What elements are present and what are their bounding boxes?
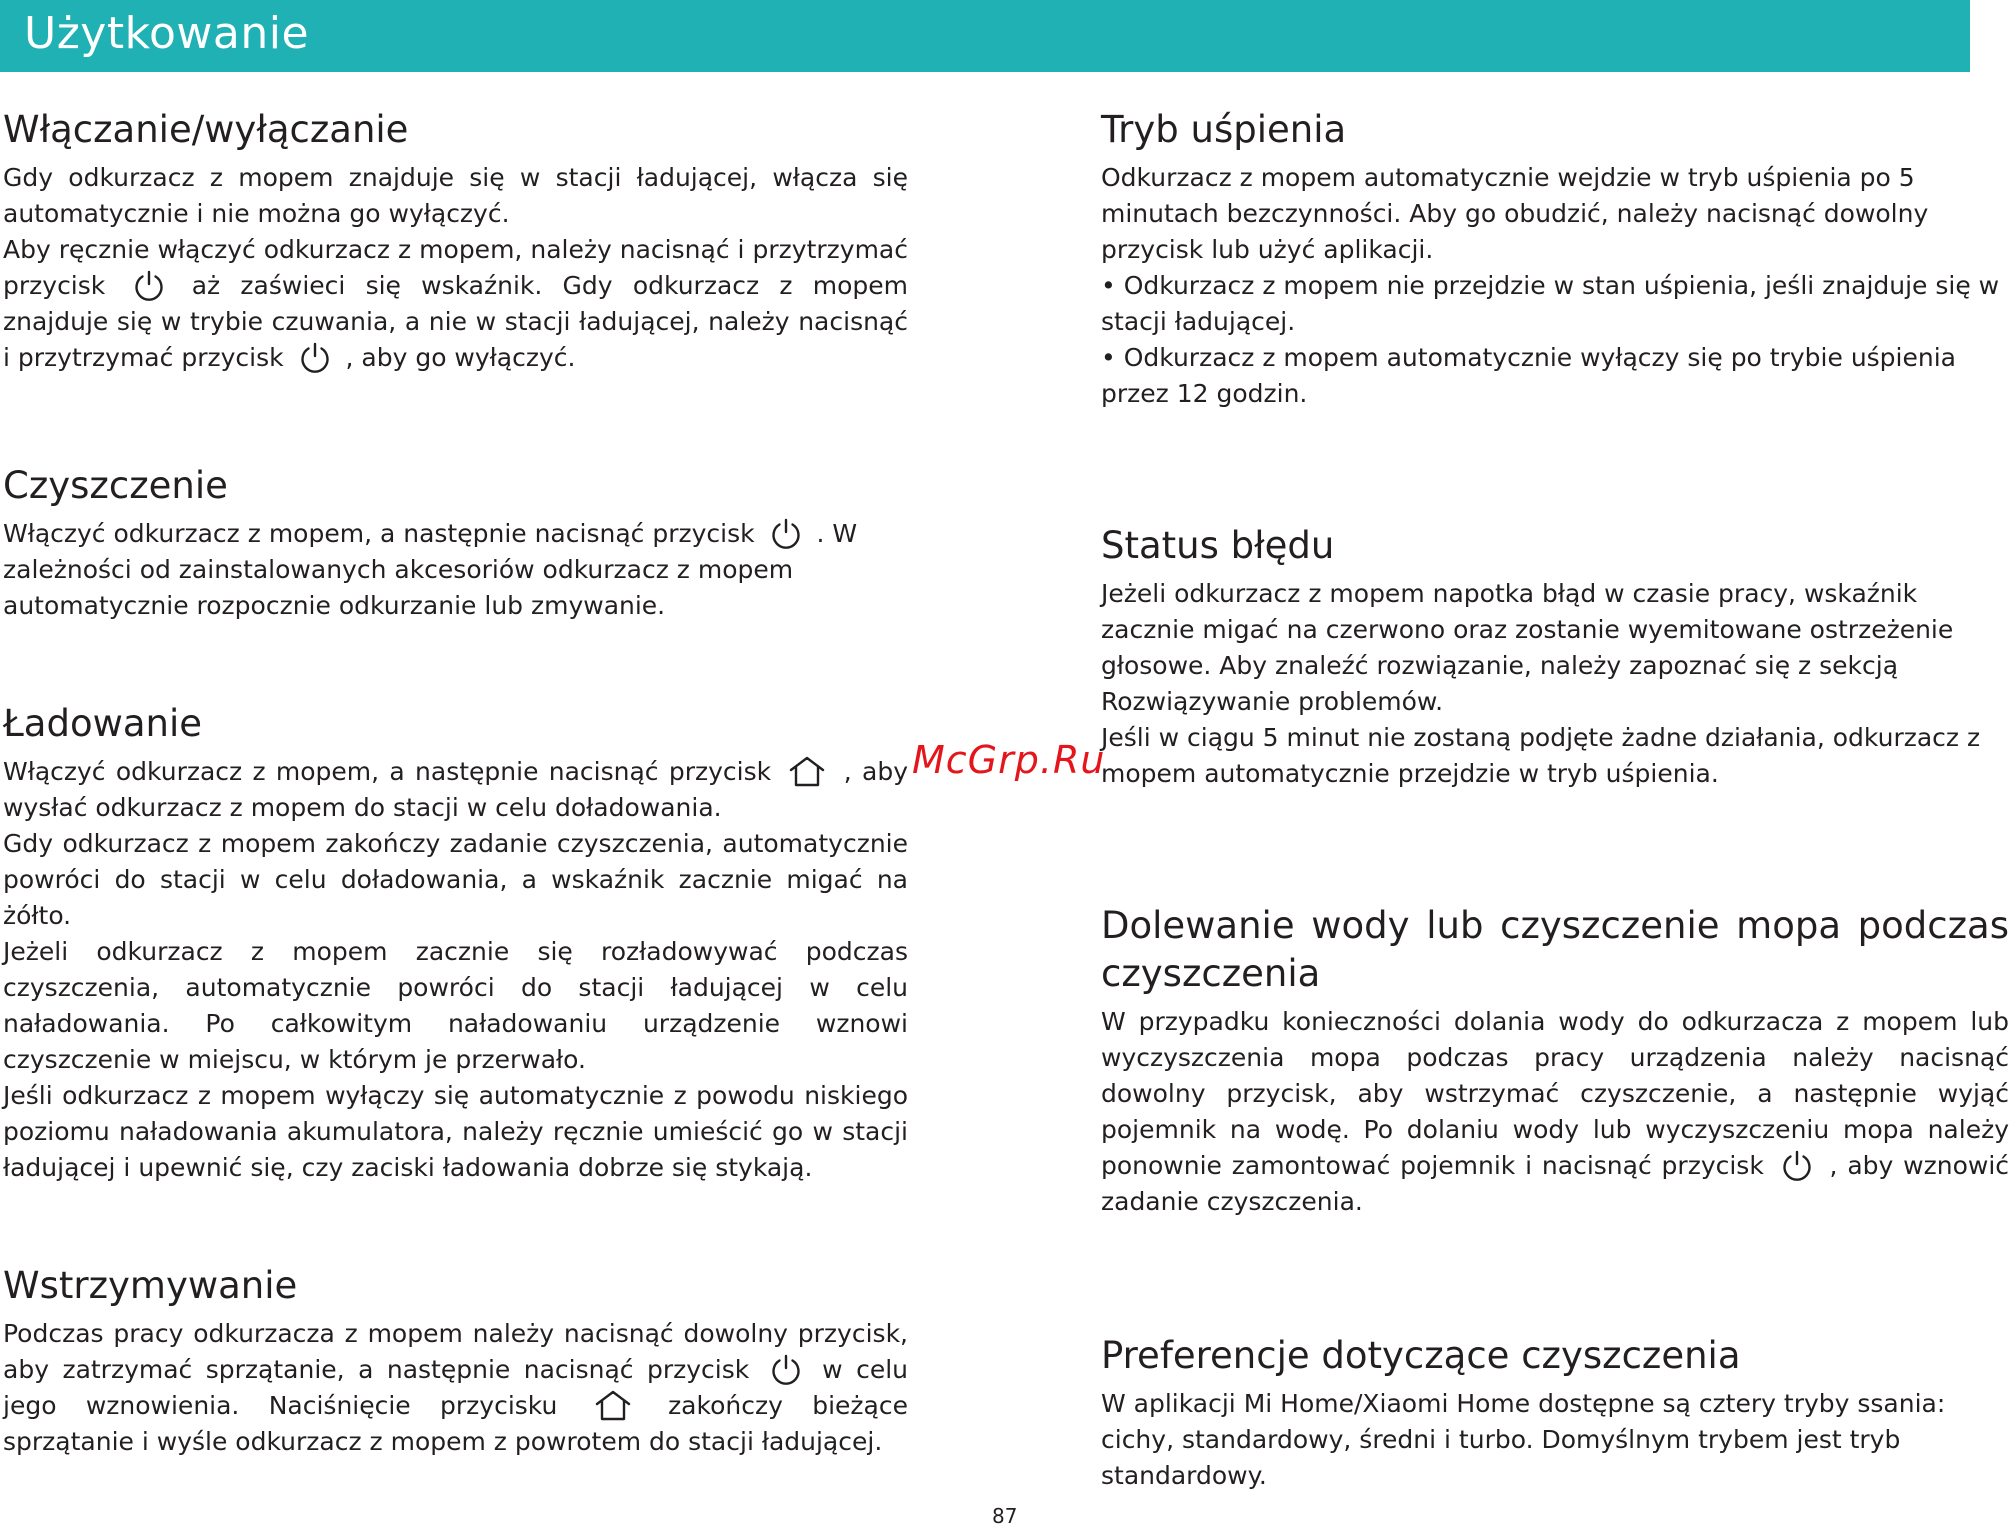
section-cleaning-preferences <box>1101 1332 2009 1494</box>
page-number: 87 <box>992 1504 1018 1528</box>
paragraph: Jeżeli odkurzacz z mopem napotka błąd w czasie pracy, wskaźnik zacznie migać na czerwono oraz zostanie wyemitowane ostrzeżenie głosowe. Aby znaleźć rozwiązanie, należy zapoznać się z sekcją Rozwiązywanie problemów. <box>1101 579 1954 716</box>
paragraph: Jeśli w ciągu 5 minut nie zostaną podjęte żadne działania, odkurzacz z mopem automatycznie przejdzie w tryb uśpienia. <box>1101 723 1981 788</box>
text-run: aż zaświeci się wskaźnik. Gdy odkurzacz z mopem znajduje się w trybie czuwania, a nie w stacji ładującej, należy nacisnąć i przytrzymać przycisk <box>3 271 908 372</box>
text-run: W przypadku konieczności dolania wody do odkurzacza z mopem lub wyczyszczenia mopa podczas pracy urządzenia należy nacisnąć dowolny przycisk, aby wstrzymać czyszczenie, a następnie wyjąć pojemnik na wodę. Po dolaniu wody lub wyczyszczeniu mopa należy ponownie zamontować pojemnik i nacisnąć przycisk <box>1101 1007 2009 1180</box>
power-icon <box>132 269 166 303</box>
section-error-status <box>1101 522 2009 792</box>
text-run: Podczas pracy odkurzacza z mopem należy nacisnąć dowolny przycisk, aby zatrzymać sprzątanie, a następnie nacisnąć przycisk <box>3 1319 908 1384</box>
header-banner <box>0 0 1970 72</box>
paragraph <box>3 516 908 624</box>
page-title: Użytkowanie <box>24 8 310 59</box>
section-charging <box>3 700 908 1186</box>
section-refill-water <box>1101 902 2009 1220</box>
section-title: Ładowanie <box>3 702 203 745</box>
power-icon <box>298 341 332 375</box>
section-title: Preferencje dotyczące czyszczenia <box>1101 1334 1741 1377</box>
text-run: , aby wysłać odkurzacz z mopem do stacji w celu doładowania. <box>3 757 908 822</box>
section-power-on-off <box>3 106 908 376</box>
paragraph: Gdy odkurzacz z mopem zakończy zadanie czyszczenia, automatycznie powróci do stacji w celu doładowania, a wskaźnik zacznie migać na żółto. <box>3 829 908 930</box>
text-run: , aby go wyłączyć. <box>345 343 576 372</box>
section-title: Wstrzymywanie <box>3 1264 298 1307</box>
power-icon <box>769 517 803 551</box>
bullet-item: • Odkurzacz z mopem automatycznie wyłączy się po trybie uśpienia przez 12 godzin. <box>1101 343 1956 408</box>
section-cleaning <box>3 462 908 624</box>
paragraph: Gdy odkurzacz z mopem znajduje się w stacji ładującej, włącza się automatycznie i nie można go wyłączyć. <box>3 163 908 228</box>
text-run: zakończy bieżące sprzątanie i wyśle odkurzacz z mopem z powrotem do stacji ładującej. <box>3 1391 908 1456</box>
paragraph <box>3 754 908 826</box>
text-run: Aby ręcznie włączyć odkurzacz z mopem, należy nacisnąć i przytrzymać przycisk <box>3 235 908 300</box>
section-title: Włączanie/wyłączanie <box>3 108 409 151</box>
paragraph <box>3 232 908 376</box>
section-pausing <box>3 1262 908 1460</box>
paragraph <box>3 1316 908 1460</box>
home-icon <box>787 755 827 789</box>
bullet-item: • Odkurzacz z mopem nie przejdzie w stan uśpienia, jeśli znajduje się w stacji ładującej. <box>1101 271 2000 336</box>
text-run: , aby wznowić zadanie czyszczenia. <box>1101 1151 2009 1216</box>
watermark: McGrp.Ru <box>912 738 1106 782</box>
text-run: . W zależności od zainstalowanych akcesoriów odkurzacz z mopem automatycznie rozpocznie odkurzanie lub zmywanie. <box>3 519 858 620</box>
paragraph: Jeżeli odkurzacz z mopem zacznie się rozładowywać podczas czyszczenia, automatycznie powróci do stacji ładującej w celu naładowania. Po całkowitym naładowaniu urządzenie wznowi czyszczenie w miejscu, w którym je przerwało. <box>3 937 908 1074</box>
section-title: Dolewanie wody lub czyszczenie mopa podczas czyszczenia <box>1101 904 2009 995</box>
paragraph: Odkurzacz z mopem automatycznie wejdzie w tryb uśpienia po 5 minutach bezczynności. Aby go obudzić, należy nacisnąć dowolny przycisk lub użyć aplikacji. <box>1101 163 1929 264</box>
section-title: Status błędu <box>1101 524 1335 567</box>
text-run: Włączyć odkurzacz z mopem, a następnie nacisnąć przycisk <box>3 519 755 548</box>
paragraph: Jeśli odkurzacz z mopem wyłączy się automatycznie z powodu niskiego poziomu naładowania akumulatora, należy ręcznie umieścić go w stacji ładującej i upewnić się, czy zaciski ładowania dobrze się stykają. <box>3 1081 908 1182</box>
text-run: w celu jego wznowienia. Naciśnięcie przycisku <box>3 1355 908 1420</box>
paragraph: W aplikacji Mi Home/Xiaomi Home dostępne są cztery tryby ssania: cichy, standardowy, średni i turbo. Domyślnym trybem jest tryb standardowy. <box>1101 1389 1946 1490</box>
section-sleep-mode <box>1101 106 2009 412</box>
paragraph <box>1101 1004 2009 1220</box>
text-run: Włączyć odkurzacz z mopem, a następnie nacisnąć przycisk <box>3 757 772 786</box>
home-icon <box>593 1389 633 1423</box>
section-title: Tryb uśpienia <box>1101 108 1347 151</box>
power-icon <box>1780 1149 1814 1183</box>
power-icon <box>769 1353 803 1387</box>
section-title: Czyszczenie <box>3 464 228 507</box>
